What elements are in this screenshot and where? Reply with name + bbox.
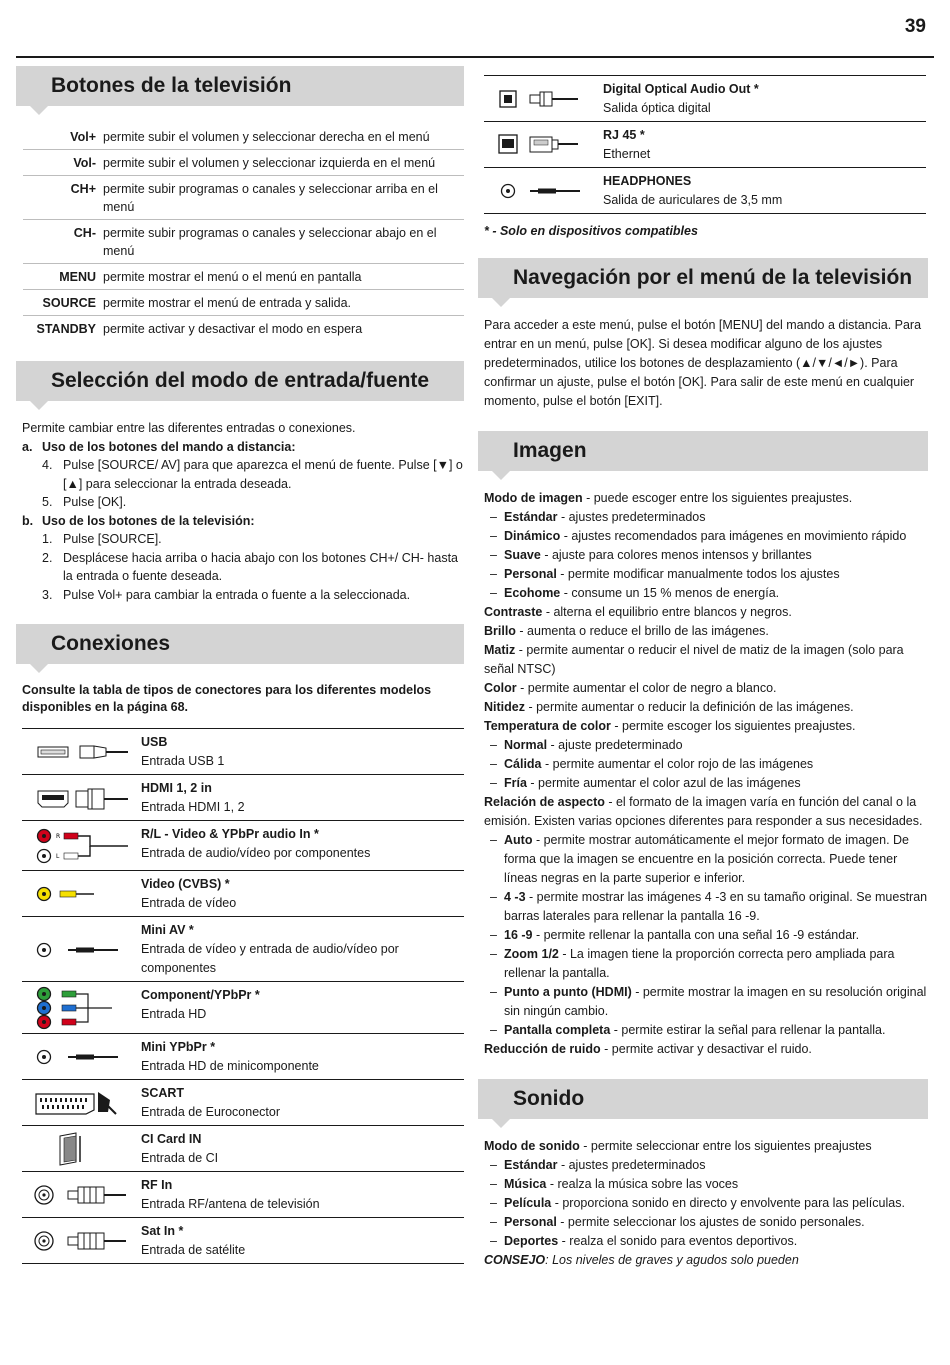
setting-text: - permite aumentar o reducir la definición de las imágenes. bbox=[524, 700, 854, 714]
setting-text: - permite rellenar la pantalla con una señal 16 -9 estándar. bbox=[532, 928, 860, 942]
connector-name: RF In bbox=[141, 1178, 173, 1192]
list-heading-text: Uso de los botones del mando a distancia: bbox=[42, 439, 296, 454]
connector-info bbox=[603, 80, 926, 118]
list-item bbox=[484, 622, 928, 641]
setting-term: Película bbox=[504, 1196, 552, 1210]
ci-card-icon bbox=[22, 1130, 141, 1168]
connector-name: HDMI 1, 2 in bbox=[141, 781, 212, 795]
button-key: STANDBY bbox=[36, 322, 96, 336]
connector-name: RJ 45 * bbox=[603, 128, 645, 142]
setting-text: - ajustes predeterminados bbox=[557, 510, 706, 524]
list-item bbox=[484, 641, 928, 679]
section-header bbox=[16, 66, 464, 106]
dash-marker: – bbox=[490, 1215, 497, 1229]
optical-audio-connector-icon bbox=[484, 80, 603, 118]
table-row bbox=[22, 1172, 464, 1218]
dash-marker: – bbox=[490, 928, 497, 942]
top-rule bbox=[16, 56, 934, 58]
setting-text: - permite modificar manualmente todos los ajustes bbox=[556, 567, 840, 581]
connector-info bbox=[603, 126, 926, 164]
source-intro: Permite cambiar entre las diferentes entradas o conexiones. bbox=[22, 421, 356, 435]
buttons-section bbox=[16, 66, 464, 341]
connector-description: Entrada de CI bbox=[141, 1151, 219, 1165]
list-subitem bbox=[484, 1156, 928, 1175]
table-row bbox=[22, 729, 464, 775]
step-number: 3. bbox=[42, 587, 53, 602]
setting-desc bbox=[504, 945, 928, 983]
setting-term: Estándar bbox=[504, 510, 558, 524]
image-section bbox=[478, 431, 928, 1059]
button-key: CH+ bbox=[70, 182, 96, 196]
section-title: Selección del modo de entrada/fuente bbox=[51, 369, 430, 392]
connector-info bbox=[603, 172, 926, 210]
table-row bbox=[484, 122, 926, 168]
component-ypbpr-connector-icon bbox=[22, 986, 141, 1030]
list-item bbox=[22, 549, 464, 586]
table-row bbox=[22, 821, 464, 871]
table-row bbox=[484, 76, 926, 122]
connector-name: CI Card IN bbox=[141, 1132, 202, 1146]
setting-term: Ecohome bbox=[504, 586, 561, 600]
setting-text: - permite aumentar el color rojo de las imágenes bbox=[541, 757, 814, 771]
setting-desc bbox=[504, 508, 706, 527]
connections-intro: Consulte la tabla de tipos de conectores para los diferentes modelos disponibles en la página 68. bbox=[22, 683, 432, 714]
connector-info bbox=[141, 1084, 464, 1122]
list-item bbox=[484, 793, 928, 831]
setting-term: 16 -9 bbox=[504, 928, 533, 942]
setting-term: Normal bbox=[504, 738, 548, 752]
connector-description: Entrada de satélite bbox=[141, 1243, 246, 1257]
setting-term: Modo de imagen bbox=[484, 491, 583, 505]
setting-text: - permite escoger los siguientes preajustes. bbox=[610, 719, 856, 733]
connector-description: Entrada USB 1 bbox=[141, 754, 225, 768]
setting-text: - permite aumentar el color de negro a blanco. bbox=[516, 681, 777, 695]
section-header bbox=[478, 258, 928, 298]
dash-marker: – bbox=[490, 510, 497, 524]
connector-name: R/L - Video & YPbPr audio In * bbox=[141, 827, 319, 841]
list-item bbox=[484, 1137, 928, 1156]
list-marker: a. bbox=[22, 439, 33, 454]
setting-desc bbox=[504, 1232, 797, 1251]
setting-text: - alterna el equilibrio entre blancos y negros. bbox=[542, 605, 792, 619]
connector-description: Salida óptica digital bbox=[603, 101, 711, 115]
list-item bbox=[484, 679, 928, 698]
connector-info bbox=[141, 1176, 464, 1214]
svg-text:R: R bbox=[55, 833, 60, 840]
button-key: Vol- bbox=[73, 156, 96, 170]
step-text: Desplácese hacia arriba o hacia abajo con los botones CH+/ CH- hasta la entrada o fuente deseada. bbox=[63, 550, 459, 583]
source-section bbox=[16, 361, 464, 604]
table-row bbox=[22, 917, 464, 982]
connector-description: Entrada de vídeo bbox=[141, 896, 237, 910]
table-row bbox=[22, 1218, 464, 1264]
hdmi-connector-icon bbox=[22, 779, 141, 817]
dash-marker: – bbox=[490, 586, 497, 600]
section-header bbox=[478, 431, 928, 471]
step-number: 2. bbox=[42, 550, 53, 565]
connector-info bbox=[141, 825, 464, 867]
dash-marker: – bbox=[490, 833, 497, 847]
button-description: permite activar y desactivar el modo en espera bbox=[103, 322, 363, 336]
connector-name: Video (CVBS) * bbox=[141, 877, 230, 891]
setting-desc bbox=[504, 1021, 885, 1040]
connector-description: Entrada de vídeo y entrada de audio/vídeo por componentes bbox=[141, 942, 399, 975]
setting-desc bbox=[504, 1175, 738, 1194]
page-number: 39 bbox=[904, 16, 926, 37]
setting-text: - ajustes predeterminados bbox=[557, 1158, 706, 1172]
connector-name: Mini YPbPr * bbox=[141, 1040, 216, 1054]
table-row bbox=[23, 220, 464, 264]
setting-desc bbox=[504, 831, 928, 888]
svg-text:L: L bbox=[55, 853, 59, 860]
button-key: SOURCE bbox=[42, 296, 96, 310]
list-subitem bbox=[484, 983, 928, 1021]
step-text: Pulse [SOURCE]. bbox=[63, 532, 162, 546]
source-body bbox=[16, 419, 464, 604]
setting-desc bbox=[504, 565, 840, 584]
connector-info bbox=[141, 986, 464, 1030]
setting-term: Fría bbox=[504, 776, 527, 790]
setting-term: Matiz bbox=[484, 643, 516, 657]
setting-text: - permite activar y desactivar el ruido. bbox=[600, 1042, 812, 1056]
setting-term: Personal bbox=[504, 1215, 557, 1229]
setting-text: - realza el sonido para eventos deportivos. bbox=[558, 1234, 798, 1248]
connector-description: Entrada HD bbox=[141, 1007, 207, 1021]
list-item bbox=[484, 698, 928, 717]
section-header bbox=[478, 1079, 928, 1119]
left-column bbox=[16, 66, 464, 1264]
setting-term: Modo de sonido bbox=[484, 1139, 580, 1153]
list-subitem bbox=[484, 527, 928, 546]
setting-desc bbox=[504, 584, 779, 603]
list-marker: b. bbox=[22, 513, 34, 528]
setting-desc bbox=[504, 926, 859, 945]
button-description: permite subir programas o canales y seleccionar abajo en el menú bbox=[103, 226, 437, 258]
list-item bbox=[22, 586, 464, 605]
connector-info bbox=[141, 779, 464, 817]
tip-text: : Los niveles de graves y agudos solo pueden bbox=[545, 1253, 799, 1267]
dash-marker: – bbox=[490, 1023, 497, 1037]
list-subitem bbox=[484, 1175, 928, 1194]
table-row bbox=[22, 982, 464, 1034]
sound-section bbox=[478, 1079, 928, 1270]
connector-name: Digital Optical Audio Out * bbox=[603, 82, 759, 96]
setting-desc bbox=[504, 546, 812, 565]
setting-desc bbox=[504, 983, 928, 1021]
connector-description: Salida de auriculares de 3,5 mm bbox=[603, 193, 783, 207]
dash-marker: – bbox=[490, 548, 497, 562]
setting-text: - permite aumentar o reducir el nivel de matiz de la imagen (solo para señal NTSC) bbox=[484, 643, 904, 676]
setting-text: - permite estirar la señal para rellenar la pantalla. bbox=[610, 1023, 886, 1037]
list-subitem bbox=[484, 755, 928, 774]
table-row bbox=[23, 264, 464, 290]
setting-desc bbox=[504, 1213, 865, 1232]
setting-term: Relación de aspecto bbox=[484, 795, 605, 809]
compat-note: * - Solo en dispositivos compatibles bbox=[484, 224, 698, 238]
connector-name: Mini AV * bbox=[141, 923, 194, 937]
dash-marker: – bbox=[490, 757, 497, 771]
dash-marker: – bbox=[490, 1158, 497, 1172]
setting-desc bbox=[504, 527, 906, 546]
connector-name: HEADPHONES bbox=[603, 174, 692, 188]
setting-desc bbox=[504, 888, 928, 926]
dash-marker: – bbox=[490, 776, 497, 790]
setting-term: Contraste bbox=[484, 605, 543, 619]
section-title: Imagen bbox=[513, 439, 587, 462]
menu-nav-section bbox=[478, 258, 928, 411]
connector-description: Entrada de Euroconector bbox=[141, 1105, 280, 1119]
connector-description: Entrada RF/antena de televisión bbox=[141, 1197, 320, 1211]
button-key: Vol+ bbox=[70, 130, 96, 144]
section-title: Navegación por el menú de la televisión bbox=[513, 266, 913, 289]
setting-term: Color bbox=[484, 681, 517, 695]
setting-text: - ajustes recomendados para imágenes en movimiento rápido bbox=[560, 529, 907, 543]
section-title: Conexiones bbox=[51, 632, 171, 655]
setting-text: - permite mostrar automáticamente el mejor formato de imagen. De forma que la imagen se encuentre en la posición correcta. Puede tener líneas negras en la parte superior e inferior. bbox=[504, 833, 910, 885]
connector-description: Entrada HD de minicomponente bbox=[141, 1059, 319, 1073]
list-subitem bbox=[484, 546, 928, 565]
list-subitem bbox=[484, 1213, 928, 1232]
setting-text: - ajuste para colores menos intensos y brillantes bbox=[540, 548, 812, 562]
list-item bbox=[484, 1040, 928, 1059]
setting-desc bbox=[504, 774, 801, 793]
setting-term: Punto a punto (HDMI) bbox=[504, 985, 632, 999]
setting-term: Cálida bbox=[504, 757, 542, 771]
connector-description: Ethernet bbox=[603, 147, 651, 161]
steps-b bbox=[22, 530, 464, 604]
setting-term: Auto bbox=[504, 833, 533, 847]
setting-desc bbox=[504, 1156, 706, 1175]
connector-info bbox=[141, 1222, 464, 1260]
connector-name: SCART bbox=[141, 1086, 185, 1100]
mini-av-connector-icon bbox=[22, 921, 141, 978]
list-heading-text: Uso de los botones de la televisión: bbox=[42, 513, 255, 528]
button-description: permite subir el volumen y seleccionar izquierda en el menú bbox=[103, 156, 436, 170]
list-subitem bbox=[484, 508, 928, 527]
dash-marker: – bbox=[490, 985, 497, 999]
step-text: Pulse [OK]. bbox=[63, 495, 127, 509]
dash-marker: – bbox=[490, 738, 497, 752]
setting-term: Nitidez bbox=[484, 700, 525, 714]
setting-term: Deportes bbox=[504, 1234, 559, 1248]
setting-term: Brillo bbox=[484, 624, 516, 638]
step-number: 5. bbox=[42, 495, 53, 509]
button-description: permite subir programas o canales y seleccionar arriba en el menú bbox=[103, 182, 438, 214]
sound-settings-list bbox=[478, 1137, 928, 1251]
setting-text: - proporciona sonido en directo y envolvente para las películas. bbox=[551, 1196, 905, 1210]
setting-desc bbox=[504, 736, 683, 755]
setting-term: 4 -3 bbox=[504, 890, 526, 904]
connector-info bbox=[141, 1038, 464, 1076]
button-description: permite mostrar el menú de entrada y salida. bbox=[103, 296, 352, 310]
connector-description: Entrada de audio/vídeo por componentes bbox=[141, 846, 371, 860]
setting-text: - permite seleccionar los ajustes de sonido personales. bbox=[556, 1215, 865, 1229]
list-subitem bbox=[484, 945, 928, 983]
setting-text: - puede escoger entre los siguientes preajustes. bbox=[582, 491, 853, 505]
tip bbox=[478, 1251, 928, 1270]
dash-marker: – bbox=[490, 1196, 497, 1210]
list-item bbox=[22, 493, 464, 512]
setting-term: Música bbox=[504, 1177, 547, 1191]
connector-info bbox=[141, 733, 464, 771]
setting-term: Temperatura de color bbox=[484, 719, 611, 733]
usb-connector-icon bbox=[22, 733, 141, 771]
setting-term: Pantalla completa bbox=[504, 1023, 611, 1037]
step-number: 1. bbox=[42, 532, 53, 546]
list-subitem bbox=[484, 736, 928, 755]
connector-name: Sat In * bbox=[141, 1224, 184, 1238]
rl-video-ypbpr-audio-connector-icon bbox=[22, 825, 141, 867]
table-row bbox=[22, 871, 464, 917]
table-row bbox=[23, 290, 464, 316]
setting-text: - La imagen tiene la proporción correcta pero ampliada para rellenar la pantalla. bbox=[504, 947, 895, 980]
dash-marker: – bbox=[490, 567, 497, 581]
setting-desc bbox=[504, 755, 813, 774]
button-key: MENU bbox=[59, 270, 96, 284]
setting-term: Dinámico bbox=[504, 529, 561, 543]
table-row bbox=[484, 168, 926, 214]
list-subitem bbox=[484, 1232, 928, 1251]
list-subitem bbox=[484, 774, 928, 793]
image-settings-list bbox=[478, 489, 928, 1059]
section-title: Sonido bbox=[513, 1087, 585, 1110]
button-description: permite subir el volumen y seleccionar derecha en el menú bbox=[103, 130, 430, 144]
step-text: Pulse [SOURCE/ AV] para que aparezca el menú de fuente. Pulse [▼] o [▲] para seleccionar la entrada deseada. bbox=[63, 458, 463, 491]
rf-in-connector-icon bbox=[22, 1176, 141, 1214]
connector-name: USB bbox=[141, 735, 168, 749]
headphones-connector-icon bbox=[484, 172, 603, 210]
step-text: Pulse Vol+ para cambiar la entrada o fuente a la seleccionada. bbox=[63, 587, 411, 602]
dash-marker: – bbox=[490, 1177, 497, 1191]
setting-text: - permite aumentar el color azul de las imágenes bbox=[526, 776, 801, 790]
dash-marker: – bbox=[490, 890, 497, 904]
mini-ypbpr-connector-icon bbox=[22, 1038, 141, 1076]
table-row bbox=[22, 1126, 464, 1172]
list-item bbox=[22, 456, 464, 493]
list-item bbox=[22, 530, 464, 549]
list-subitem bbox=[484, 584, 928, 603]
list-heading-a bbox=[22, 438, 464, 457]
setting-text: - aumenta o reduce el brillo de las imágenes. bbox=[515, 624, 769, 638]
connector-info bbox=[141, 875, 464, 913]
buttons-table bbox=[23, 124, 464, 341]
list-subitem bbox=[484, 1194, 928, 1213]
connector-description: Entrada HDMI 1, 2 bbox=[141, 800, 245, 814]
steps-a bbox=[22, 456, 464, 512]
setting-desc bbox=[504, 1194, 905, 1213]
sat-in-connector-icon bbox=[22, 1222, 141, 1260]
connector-info bbox=[141, 1130, 464, 1168]
setting-text: - permite seleccionar entre los siguientes preajustes bbox=[579, 1139, 872, 1153]
setting-text: - ajuste predeterminado bbox=[547, 738, 683, 752]
table-row bbox=[22, 1034, 464, 1080]
table-row bbox=[23, 124, 464, 150]
setting-term: Suave bbox=[504, 548, 541, 562]
list-subitem bbox=[484, 888, 928, 926]
connectors-table bbox=[22, 728, 464, 1264]
setting-term: Personal bbox=[504, 567, 557, 581]
setting-text: - consume un 15 % menos de energía. bbox=[560, 586, 780, 600]
scart-connector-icon bbox=[22, 1084, 141, 1122]
button-key: CH- bbox=[73, 226, 96, 240]
table-row bbox=[23, 316, 464, 341]
list-item bbox=[484, 489, 928, 508]
connector-info bbox=[141, 921, 464, 978]
setting-text: - permite mostrar las imágenes 4 -3 en su tamaño original. Se muestran barras laterales para rellenar la pantalla 16 -9. bbox=[504, 890, 928, 923]
list-subitem bbox=[484, 1021, 928, 1040]
right-column bbox=[478, 75, 928, 1270]
list-subitem bbox=[484, 565, 928, 584]
dash-marker: – bbox=[490, 1234, 497, 1248]
section-header bbox=[16, 361, 464, 401]
button-description: permite mostrar el menú o el menú en pantalla bbox=[103, 270, 362, 284]
step-number: 4. bbox=[42, 458, 53, 472]
table-row bbox=[23, 176, 464, 220]
list-subitem bbox=[484, 926, 928, 945]
setting-text: - el formato de la imagen varía en función del canal o la emisión. Existen varias opciones diferentes para responder a sus necesidades. bbox=[484, 795, 923, 828]
setting-text: - realza la música sobre las voces bbox=[546, 1177, 739, 1191]
dash-marker: – bbox=[490, 529, 497, 543]
setting-term: Reducción de ruido bbox=[484, 1042, 601, 1056]
setting-term: Zoom 1/2 bbox=[504, 947, 559, 961]
table-row bbox=[22, 1080, 464, 1126]
section-header bbox=[16, 624, 464, 664]
dash-marker: – bbox=[490, 947, 497, 961]
tip-label: CONSEJO bbox=[484, 1253, 546, 1267]
list-item bbox=[484, 603, 928, 622]
setting-term: Estándar bbox=[504, 1158, 558, 1172]
list-item bbox=[484, 717, 928, 736]
connections-section bbox=[16, 624, 464, 1264]
rj45-connector-icon bbox=[484, 126, 603, 164]
connectors-table-right bbox=[484, 75, 926, 214]
table-row bbox=[22, 775, 464, 821]
list-subitem bbox=[484, 831, 928, 888]
menu-nav-text: Para acceder a este menú, pulse el botón [MENU] del mando a distancia. Para entrar en un menú, pulse [OK]. Si desea modificar alguno de los ajustes predeterminados, utilice los botones de desplazamiento (▲/▼/◄/►). Para confirmar un ajuste, pulse el botón [OK]. Para salir de este menú en cualquier momento, pulse el botón [EXIT]. bbox=[484, 318, 922, 408]
connector-name: Component/YPbPr * bbox=[141, 988, 260, 1002]
table-row bbox=[23, 150, 464, 176]
cvbs-connector-icon bbox=[22, 875, 141, 913]
setting-text: - permite mostrar la imagen en su resolución original sin ningún cambio. bbox=[504, 985, 927, 1018]
section-title: Botones de la televisión bbox=[51, 74, 292, 97]
list-heading-b bbox=[22, 512, 464, 531]
